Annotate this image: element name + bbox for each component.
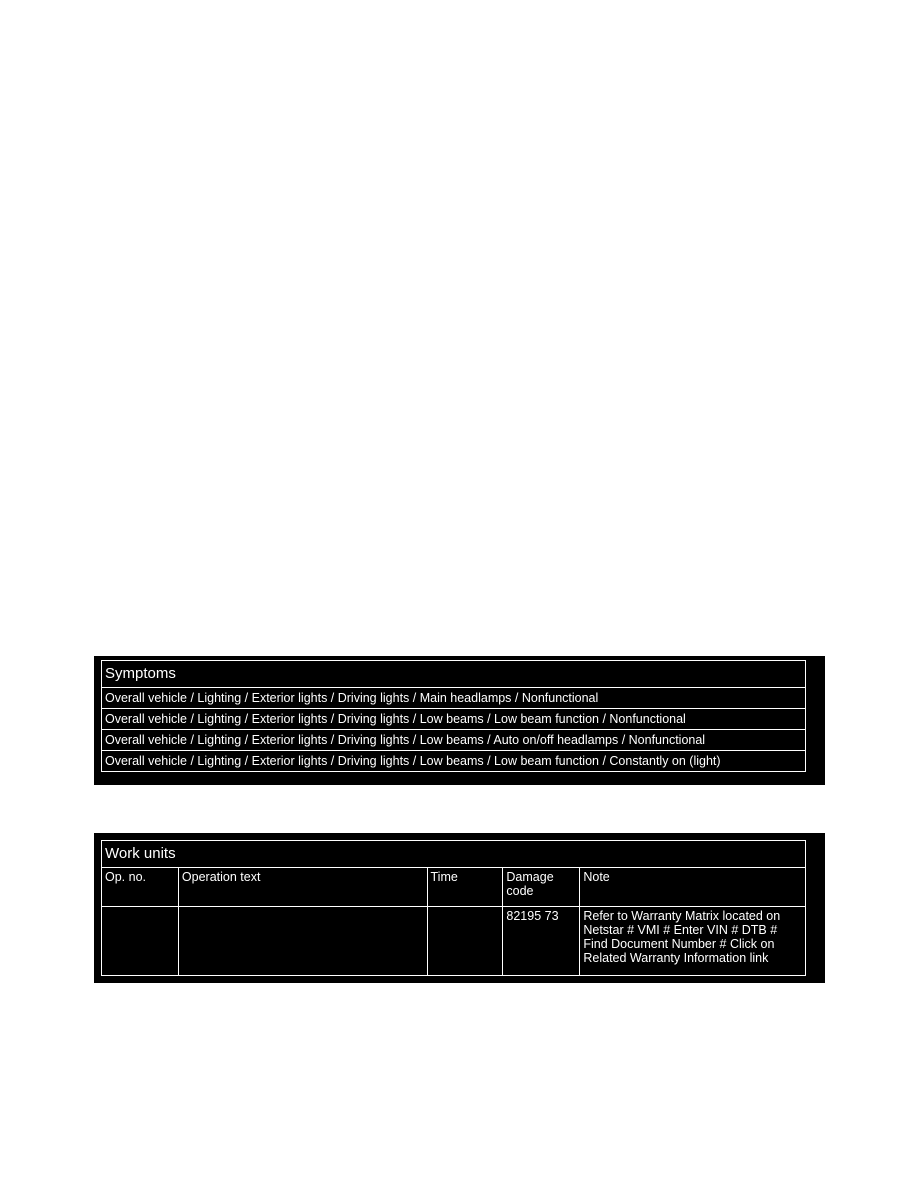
header-time: Time	[427, 868, 503, 907]
symptom-row: Overall vehicle / Lighting / Exterior lights / Driving lights / Low beams / Auto on/off headlamps / Nonfunctional	[102, 730, 806, 751]
symptoms-panel	[94, 656, 825, 785]
header-damage-code-line2: code	[506, 884, 534, 898]
table-row	[102, 751, 806, 772]
symptoms-title: Symptoms	[102, 661, 806, 688]
header-op-no: Op. no.	[102, 868, 179, 907]
header-operation-text: Operation text	[178, 868, 427, 907]
work-units-title: Work units	[102, 841, 806, 868]
work-units-panel	[94, 833, 825, 983]
header-damage-code	[503, 868, 580, 907]
cell-op-no	[102, 907, 179, 976]
symptom-row: Overall vehicle / Lighting / Exterior lights / Driving lights / Main headlamps / Nonfunctional	[102, 688, 806, 709]
cell-time	[427, 907, 503, 976]
table-header-row	[102, 868, 806, 907]
table-row	[102, 688, 806, 709]
header-note: Note	[580, 868, 806, 907]
table-row	[102, 730, 806, 751]
header-damage-code-line1: Damage	[506, 870, 554, 884]
cell-note	[580, 907, 806, 976]
symptoms-table	[101, 660, 806, 772]
cell-operation-text	[178, 907, 427, 976]
cell-damage-code: 82195 73	[503, 907, 580, 976]
symptom-row: Overall vehicle / Lighting / Exterior lights / Driving lights / Low beams / Low beam function / Constantly on (light)	[102, 751, 806, 772]
table-row	[102, 907, 806, 976]
work-units-table	[101, 840, 806, 976]
note-line: Refer to Warranty Matrix located on	[583, 909, 781, 923]
note-line: Find Document Number # Click on	[583, 937, 775, 951]
symptom-row: Overall vehicle / Lighting / Exterior lights / Driving lights / Low beams / Low beam function / Nonfunctional	[102, 709, 806, 730]
note-line: Related Warranty Information link	[583, 951, 769, 965]
table-row	[102, 709, 806, 730]
note-line: Netstar # VMI # Enter VIN # DTB #	[583, 923, 778, 937]
